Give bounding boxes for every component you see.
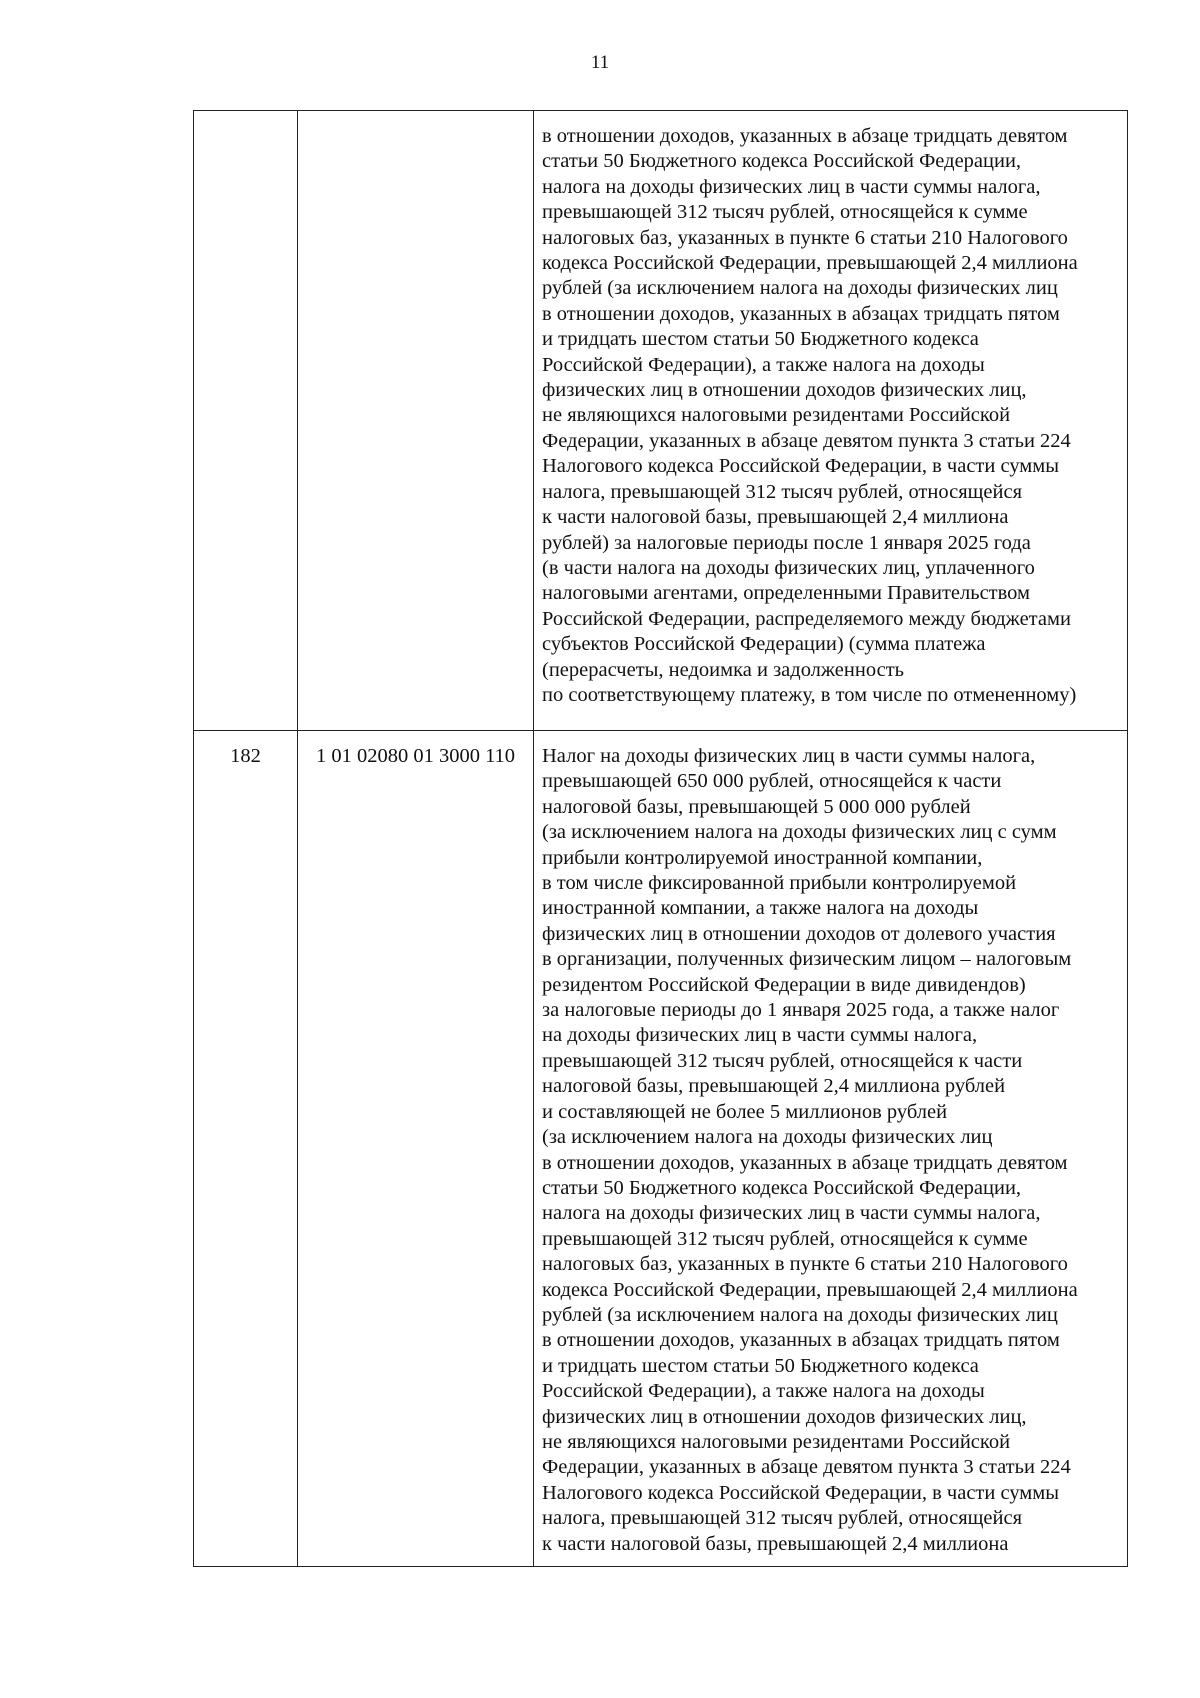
description-line: (за исключением налога на доходы физических лиц с сумм — [542, 821, 1057, 844]
description-line: Налогового кодекса Российской Федерации, в части суммы — [542, 1481, 1060, 1504]
description-line: Российской Федерации), а также налога на доходы — [542, 1380, 985, 1403]
description-line: превышающей 650 000 рублей, относящейся к части — [542, 770, 1002, 793]
description-line: за налоговые периоды до 1 января 2025 года, а также налог — [542, 999, 1060, 1022]
description-line: (перерасчеты, недоимка и задолженность — [542, 658, 905, 681]
table-row — [194, 111, 1128, 731]
description-line: в отношении доходов, указанных в абзацах тридцать пятом — [542, 1329, 1060, 1352]
description-line: (за исключением налога на доходы физических лиц — [542, 1126, 993, 1149]
description-line: в отношении доходов, указанных в абзаце тридцать девятом — [542, 125, 1068, 147]
description-line: иностранной компании, а также налога на доходы — [542, 897, 979, 920]
description-line: Налогового кодекса Российской Федерации, в части суммы — [542, 455, 1060, 478]
description-line: налога, превышающей 312 тысяч рублей, относящейся — [542, 1507, 1023, 1530]
description-line: налоговой базы, превышающей 5 000 000 рублей — [542, 795, 971, 818]
description-line: налоговых баз, указанных в пункте 6 статьи 210 Налогового — [542, 226, 1068, 249]
description-line: физических лиц в отношении доходов от долевого участия — [542, 922, 1056, 945]
description-cell — [534, 111, 1128, 731]
description-line: Федерации, указанных в абзаце девятом пункта 3 статьи 224 — [542, 429, 1071, 452]
description-line: налоговыми агентами, определенными Правительством — [542, 582, 1031, 605]
description-line: к части налоговой базы, превышающей 2,4 миллиона — [542, 1532, 1009, 1555]
admin-code-cell — [194, 111, 298, 731]
description-line: рублей) за налоговые периоды после 1 января 2025 года — [542, 531, 1031, 554]
description-line: по соответствующему платежу, в том числе по отмененному) — [542, 683, 1077, 706]
description-line: субъектов Российской Федерации) (сумма платежа — [542, 633, 986, 656]
description-line: к части налоговой базы, превышающей 2,4 миллиона — [542, 506, 1009, 529]
description-line: кодекса Российской Федерации, превышающей 2,4 миллиона — [542, 1278, 1078, 1301]
description-line: (в части налога на доходы физических лиц, уплаченного — [542, 556, 1035, 579]
description-line: физических лиц в отношении доходов физических лиц, — [542, 1405, 1027, 1428]
description-line: не являющихся налоговыми резидентами Российской — [542, 404, 1011, 427]
description-line: не являющихся налоговыми резидентами Российской — [542, 1430, 1011, 1453]
description-line: рублей (за исключением налога на доходы физических лиц — [542, 1303, 1058, 1326]
description-line: налоговых баз, указанных в пункте 6 статьи 210 Налогового — [542, 1253, 1068, 1276]
description-line: статьи 50 Бюджетного кодекса Российской Федерации, — [542, 1176, 1022, 1199]
description-line: Налог на доходы физических лиц в части суммы налога, — [542, 745, 1036, 767]
description-line: и тридцать шестом статьи 50 Бюджетного кодекса — [542, 328, 979, 351]
description-line: налога на доходы физических лиц в части суммы налога, — [542, 1202, 1041, 1225]
description-line: и тридцать шестом статьи 50 Бюджетного кодекса — [542, 1354, 979, 1377]
description-line: налоговой базы, превышающей 2,4 миллиона рублей — [542, 1075, 1006, 1098]
description-line: Российской Федерации), а также налога на доходы — [542, 353, 985, 376]
description-line: прибыли контролируемой иностранной компании, — [542, 846, 983, 869]
description-line: Российской Федерации, распределяемого между бюджетами — [542, 607, 1071, 630]
admin-code-cell: 182 — [194, 731, 298, 1567]
description-line: статьи 50 Бюджетного кодекса Российской Федерации, — [542, 150, 1022, 173]
description-line: в том числе фиксированной прибыли контролируемой — [542, 872, 1017, 895]
description-line: кодекса Российской Федерации, превышающей 2,4 миллиона — [542, 252, 1078, 275]
description-line: превышающей 312 тысяч рублей, относящейся к сумме — [542, 1227, 1028, 1250]
description-line: в организации, полученных физическим лицом – налоговым — [542, 948, 1072, 971]
description-line: Федерации, указанных в абзаце девятом пункта 3 статьи 224 — [542, 1456, 1071, 1479]
description-line: физических лиц в отношении доходов физических лиц, — [542, 379, 1027, 402]
description-line: на доходы физических лиц в части суммы налога, — [542, 1024, 978, 1047]
description-line: в отношении доходов, указанных в абзаце тридцать девятом — [542, 1151, 1068, 1174]
description-line: налога, превышающей 312 тысяч рублей, относящейся — [542, 480, 1023, 503]
description-line: рублей (за исключением налога на доходы физических лиц — [542, 277, 1058, 300]
description-line: превышающей 312 тысяч рублей, относящейся к сумме — [542, 201, 1028, 224]
description-line: резидентом Российской Федерации в виде дивидендов) — [542, 973, 1026, 996]
page-number: 11 — [590, 52, 610, 73]
description-line: превышающей 312 тысяч рублей, относящейся к части — [542, 1049, 1023, 1072]
kbk-code-cell: 1 01 02080 01 3000 110 — [298, 731, 534, 1567]
description-line: налога на доходы физических лиц в части суммы налога, — [542, 175, 1041, 198]
description-cell — [534, 731, 1128, 1567]
description-line: и составляющей не более 5 миллионов рублей — [542, 1100, 948, 1123]
kbk-code-cell — [298, 111, 534, 731]
kbk-table — [193, 110, 1128, 1567]
description-line: в отношении доходов, указанных в абзацах тридцать пятом — [542, 302, 1060, 325]
table-row — [194, 731, 1128, 1567]
